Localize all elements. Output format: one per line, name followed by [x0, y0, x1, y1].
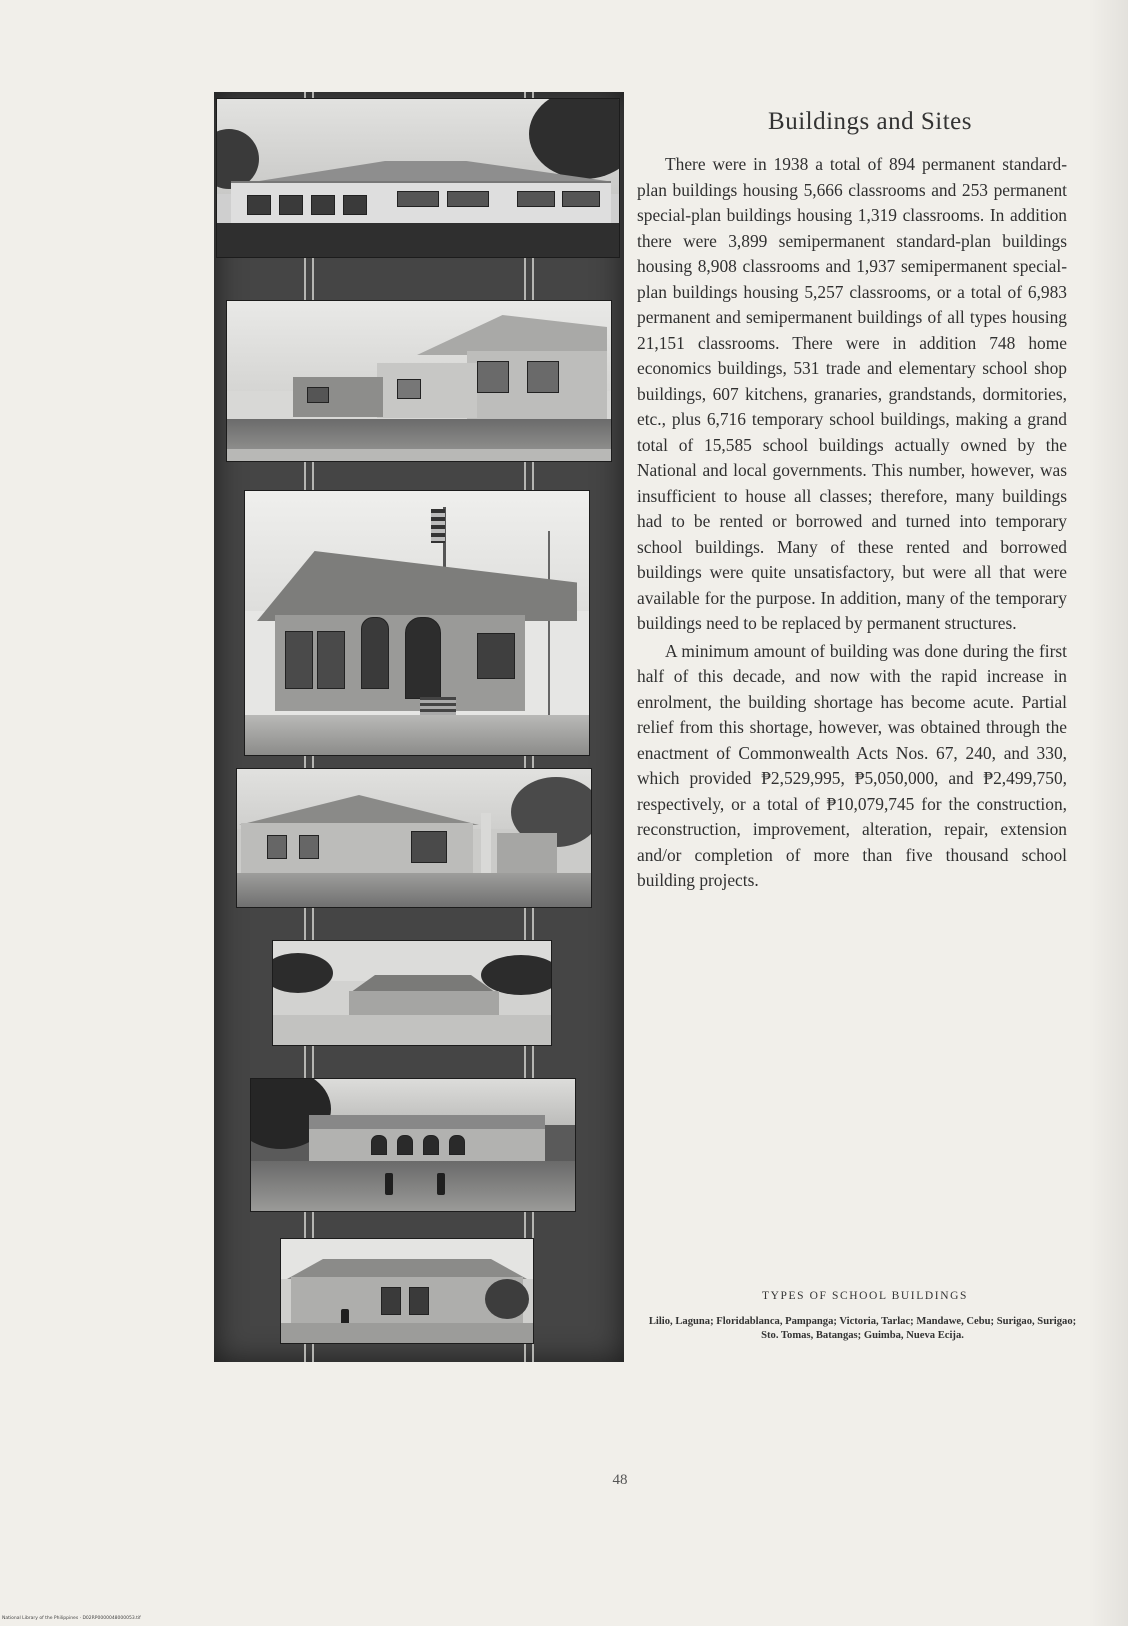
paragraph-1: There were in 1938 a total of 894 permanent standard-plan buildings housing 5,666 classrooms and 253 permanent special-plan buildings housing 1,319 classrooms. In addition there were 3,899 semipermanent standard-plan buildings housing 8,908 classrooms and 1,937 semipermanent special-plan buildings housing 5,257 classrooms, or a total of 6,983 permanent and semipermanent buildings of all types housing 21,151 classrooms. There were in addition 748 home economics buildings, 531 trade and elementary school shop buildings, 607 kitchens, granaries, grandstands, dormitories, etc., plus 6,716 temporary school buildings, making a grand total of 15,585 school buildings actually owned by the National and local governments. This number, however, was insufficient to house all classes; therefore, many buildings had to be rented or borrowed and turned into temporary school buildings. Many of these rented and borrowed buildings were quite unsatisfactory, but were all that were available for the purpose. In addition, many of the temporary buildings need to be replaced by permanent structures.: [637, 154, 1067, 633]
paragraph-2: A minimum amount of building was done during the first half of this decade, and now with the rapid increase in enrolment, the building shortage has become acute. Partial relief from this shortage, however, was obtained through the enactment of Commonwealth Acts Nos. 67, 240, and 330, which provided ₱2,529,995, ₱5,050,000, and ₱2,499,750, respectively, or a total of ₱10,079,745 for the construction, reconstruction, improvement, alteration, repair, extension and/or completion of more than five thousand school building projects.: [637, 640, 1067, 890]
photo-school-building-5: [272, 940, 552, 1046]
scan-credit: National Library of the Philippines · D02RP0000048000053.tif: [2, 1616, 141, 1621]
photo-school-building-4: [236, 768, 592, 908]
page-number: 48: [612, 1472, 628, 1488]
photo-school-building-3: [244, 490, 590, 756]
figure-caption-title: TYPES OF SCHOOL BUILDINGS: [761, 1290, 969, 1302]
figure-caption-text: Lilio, Laguna; Floridablanca, Pampanga; Victoria, Tarlac; Mandawe, Cebu; Surigao, Surigao; Sto. Tomas, Batangas; Guimba, Nueva Ecija.: [648, 1316, 1077, 1341]
photo-school-building-1: [216, 98, 620, 258]
photo-column: [214, 92, 624, 1362]
body-text: [637, 152, 1067, 894]
page-edge-shadow: [1088, 0, 1128, 1626]
photo-school-building-6: [250, 1078, 576, 1212]
section-title: Buildings and Sites: [768, 108, 972, 135]
photo-school-building-7: [280, 1238, 534, 1344]
photo-school-building-2: [226, 300, 612, 462]
